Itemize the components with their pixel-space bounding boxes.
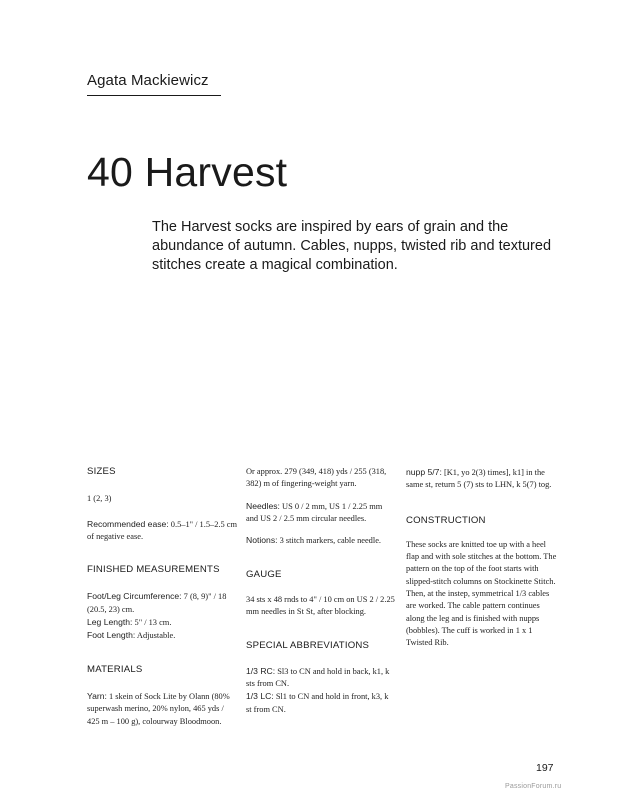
foot-length <box>87 629 237 642</box>
leg-length <box>87 616 237 629</box>
yarn-label: Yarn: <box>87 690 107 701</box>
rc-label: 1/3 RC: <box>246 665 276 676</box>
abbr-nupp <box>406 466 558 492</box>
ease-label: Recommended ease: <box>87 518 169 529</box>
designer-name: Agata Mackiewicz <box>87 72 209 89</box>
lc-value: Sl1 to CN and hold in front, k3, k st from CN. <box>246 692 389 714</box>
foot-label: Foot Length: <box>87 630 136 641</box>
foot-value: Adjustable. <box>136 631 176 641</box>
construction-heading: CONSTRUCTION <box>406 514 486 526</box>
rc-value: Sl3 to CN and hold in back, k1, k sts from CN. <box>246 666 390 688</box>
abbr-lc <box>246 690 396 716</box>
foot-leg-circumference <box>87 590 237 616</box>
leg-label: Leg Length: <box>87 617 133 628</box>
recommended-ease <box>87 518 237 544</box>
needles-info <box>246 500 396 526</box>
watermark: PassionForum.ru <box>505 783 562 790</box>
notions-info <box>246 534 396 547</box>
abbr-rc <box>246 665 396 691</box>
lc-label: 1/3 LC: <box>246 691 274 702</box>
foot-leg-value: 7 (8, 9)" / 18 (20.5, 23) cm. <box>87 592 227 614</box>
foot-leg-label: Foot/Leg Circumference: <box>87 591 182 602</box>
column-1 <box>87 466 237 728</box>
needles-label: Needles: <box>246 500 280 511</box>
notions-value: 3 stitch markers, cable needle. <box>279 536 382 546</box>
sizes-values: 1 (2, 3) <box>87 494 112 504</box>
page-title: 40 Harvest <box>87 149 288 195</box>
notions-label: Notions: <box>246 535 278 546</box>
sizes-heading: SIZES <box>87 466 116 477</box>
yarn-approx: Or approx. 279 (349, 418) yds / 255 (318, 382) m of fingering-weight yarn. <box>246 467 387 489</box>
gauge-text: 34 sts x 48 rnds to 4" / 10 cm on US 2 / 2.25 mm needles in St St, after blocking. <box>246 594 395 617</box>
intro-text: The Harvest socks are inspired by ears of grain and the abundance of autumn. Cables, nupps, twisted rib and textured stitches create a magical combination. <box>152 219 552 273</box>
materials-heading: MATERIALS <box>87 663 143 675</box>
nupp-label: nupp 5/7: <box>406 467 442 477</box>
needles-value: US 0 / 2 mm, US 1 / 2.25 mm and US 2 / 2.5 mm circular needles. <box>246 501 383 523</box>
designer-underline <box>87 95 221 96</box>
construction-text: These socks are knitted toe up with a heel flap and with sole stitches at the bottom. The pattern on the top of the foot starts with slipped-stitch columns on Stockinette Stitch. Then, at the instep, symmetrical 1/3 cables are worked. The cable pattern continues along the leg and is finished with nupps (bobbles). The cuff is worked in 1 x 1 Twisted Rib. <box>406 539 557 648</box>
abbreviations-heading: SPECIAL ABBREVIATIONS <box>246 640 370 652</box>
column-3 <box>406 466 558 650</box>
nupp-value: [K1, yo 2(3) times], k1] in the same st, return 5 (7) sts to LHN, k 5(7) tog. <box>406 468 552 490</box>
yarn-info <box>87 690 237 728</box>
leg-value: 5" / 13 cm. <box>134 618 172 628</box>
finished-heading: FINISHED MEASUREMENTS <box>87 564 220 576</box>
gauge-heading: GAUGE <box>246 569 282 581</box>
yarn-value: 1 skein of Sock Lite by Olann (80% superwash merino, 20% nylon, 465 yds / 425 m – 100 g), colourway Bloodmoon. <box>87 691 230 726</box>
ease-value: 0.5–1" / 1.5–2.5 cm of negative ease. <box>87 519 238 541</box>
page-number: 197 <box>536 762 554 774</box>
column-2 <box>246 466 396 716</box>
